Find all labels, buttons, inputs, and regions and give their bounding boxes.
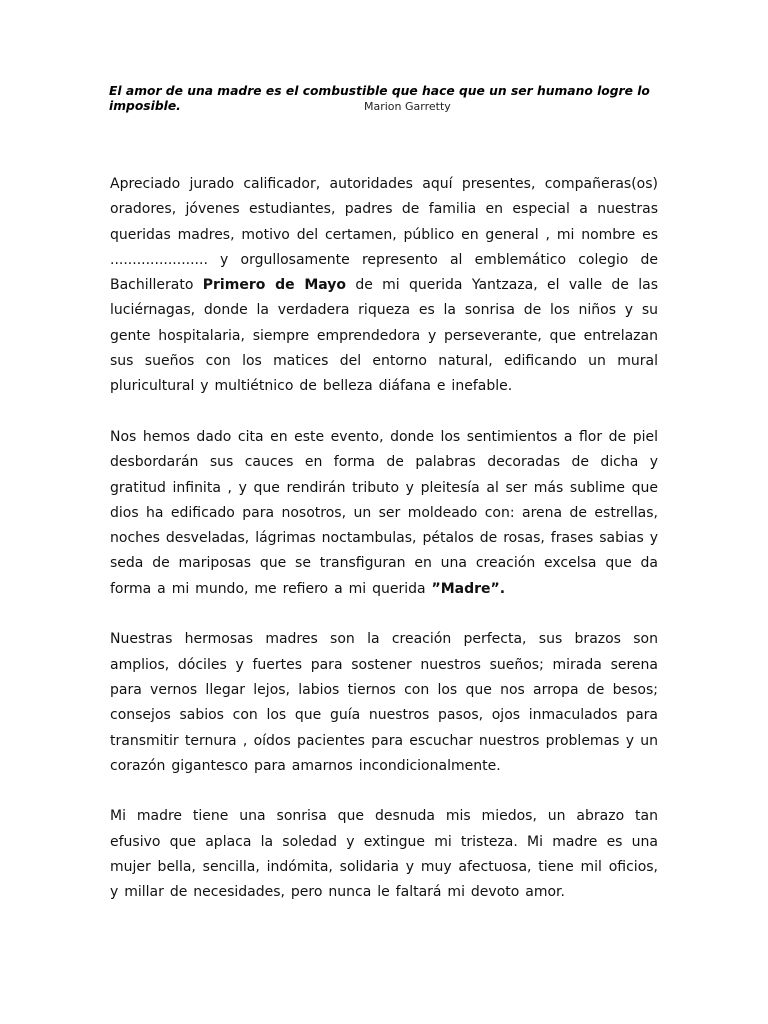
epigraph-author: Marion Garretty: [364, 100, 451, 113]
epigraph-quote: El amor de una madre es el combustible que hace que un ser humano logre lo imposible.: [109, 84, 650, 113]
paragraph-2: [110, 425, 658, 602]
speech-body: [110, 172, 658, 931]
paragraph-4: [110, 804, 658, 905]
school-name: Primero de Mayo: [202, 277, 347, 294]
paragraph-4-text: Mi madre tiene una sonrisa que desnuda mis miedos, un abrazo tan efusivo que aplaca la soledad y extingue mi tristeza. Mi madre es una mujer bella, sencilla, indómita, solidaria y muy afectuosa, tiene mil oficios, y millar de necesidades, pero nunca le faltará mi devoto amor.: [110, 808, 658, 901]
paragraph-1-text-a: Apreciado jurado calificador, autoridades aquí presentes, compañeras(os) oradores, jóvenes estudiantes, padres de familia en especial a nuestras queridas madres, motivo del certamen, público en general , mi nombre es ...................... y orgullosamente represento al emblemático colegio de Bachillerato: [110, 176, 658, 294]
madre-emphasis: ”Madre”.: [431, 580, 506, 597]
epigraph: [109, 84, 669, 114]
paragraph-1-text-b: de mi querida Yantzaza, el valle de las luciérnagas, donde la verdadera riqueza es la sonrisa de los niños y su gente hospitalaria, siempre emprendedora y perseverante, que entrelazan sus sueños con los matices del entorno natural, edificando un mural pluricultural y multiétnico de belleza diáfana e inefable.: [110, 277, 658, 395]
paragraph-2-text-a: Nos hemos dado cita en este evento, donde los sentimientos a flor de piel desbordarán sus cauces en forma de palabras decoradas de dicha y gratitud infinita , y que rendirán tributo y pleitesía al ser más sublime que dios ha edificado para nosotros, un ser moldeado con: arena de estrellas, noches desveladas, lágrimas noctambulas, pétalos de rosas, frases sabias y seda de mariposas que se transfiguran en una creación excelsa que da forma a mi mundo, me refiero a mi querida: [110, 428, 658, 597]
paragraph-1: [110, 172, 658, 400]
paragraph-3-text: Nuestras hermosas madres son la creación perfecta, sus brazos son amplios, dóciles y fuertes para sostener nuestros sueños; mirada serena para vernos llegar lejos, labios tiernos con los que nos arropa de besos; consejos sabios con los que guía nuestros pasos, ojos inmaculados para transmitir ternura , oídos pacientes para escuchar nuestros problemas y un corazón gigantesco para amarnos incondicionalmente.: [110, 631, 658, 774]
paragraph-3: [110, 627, 658, 779]
